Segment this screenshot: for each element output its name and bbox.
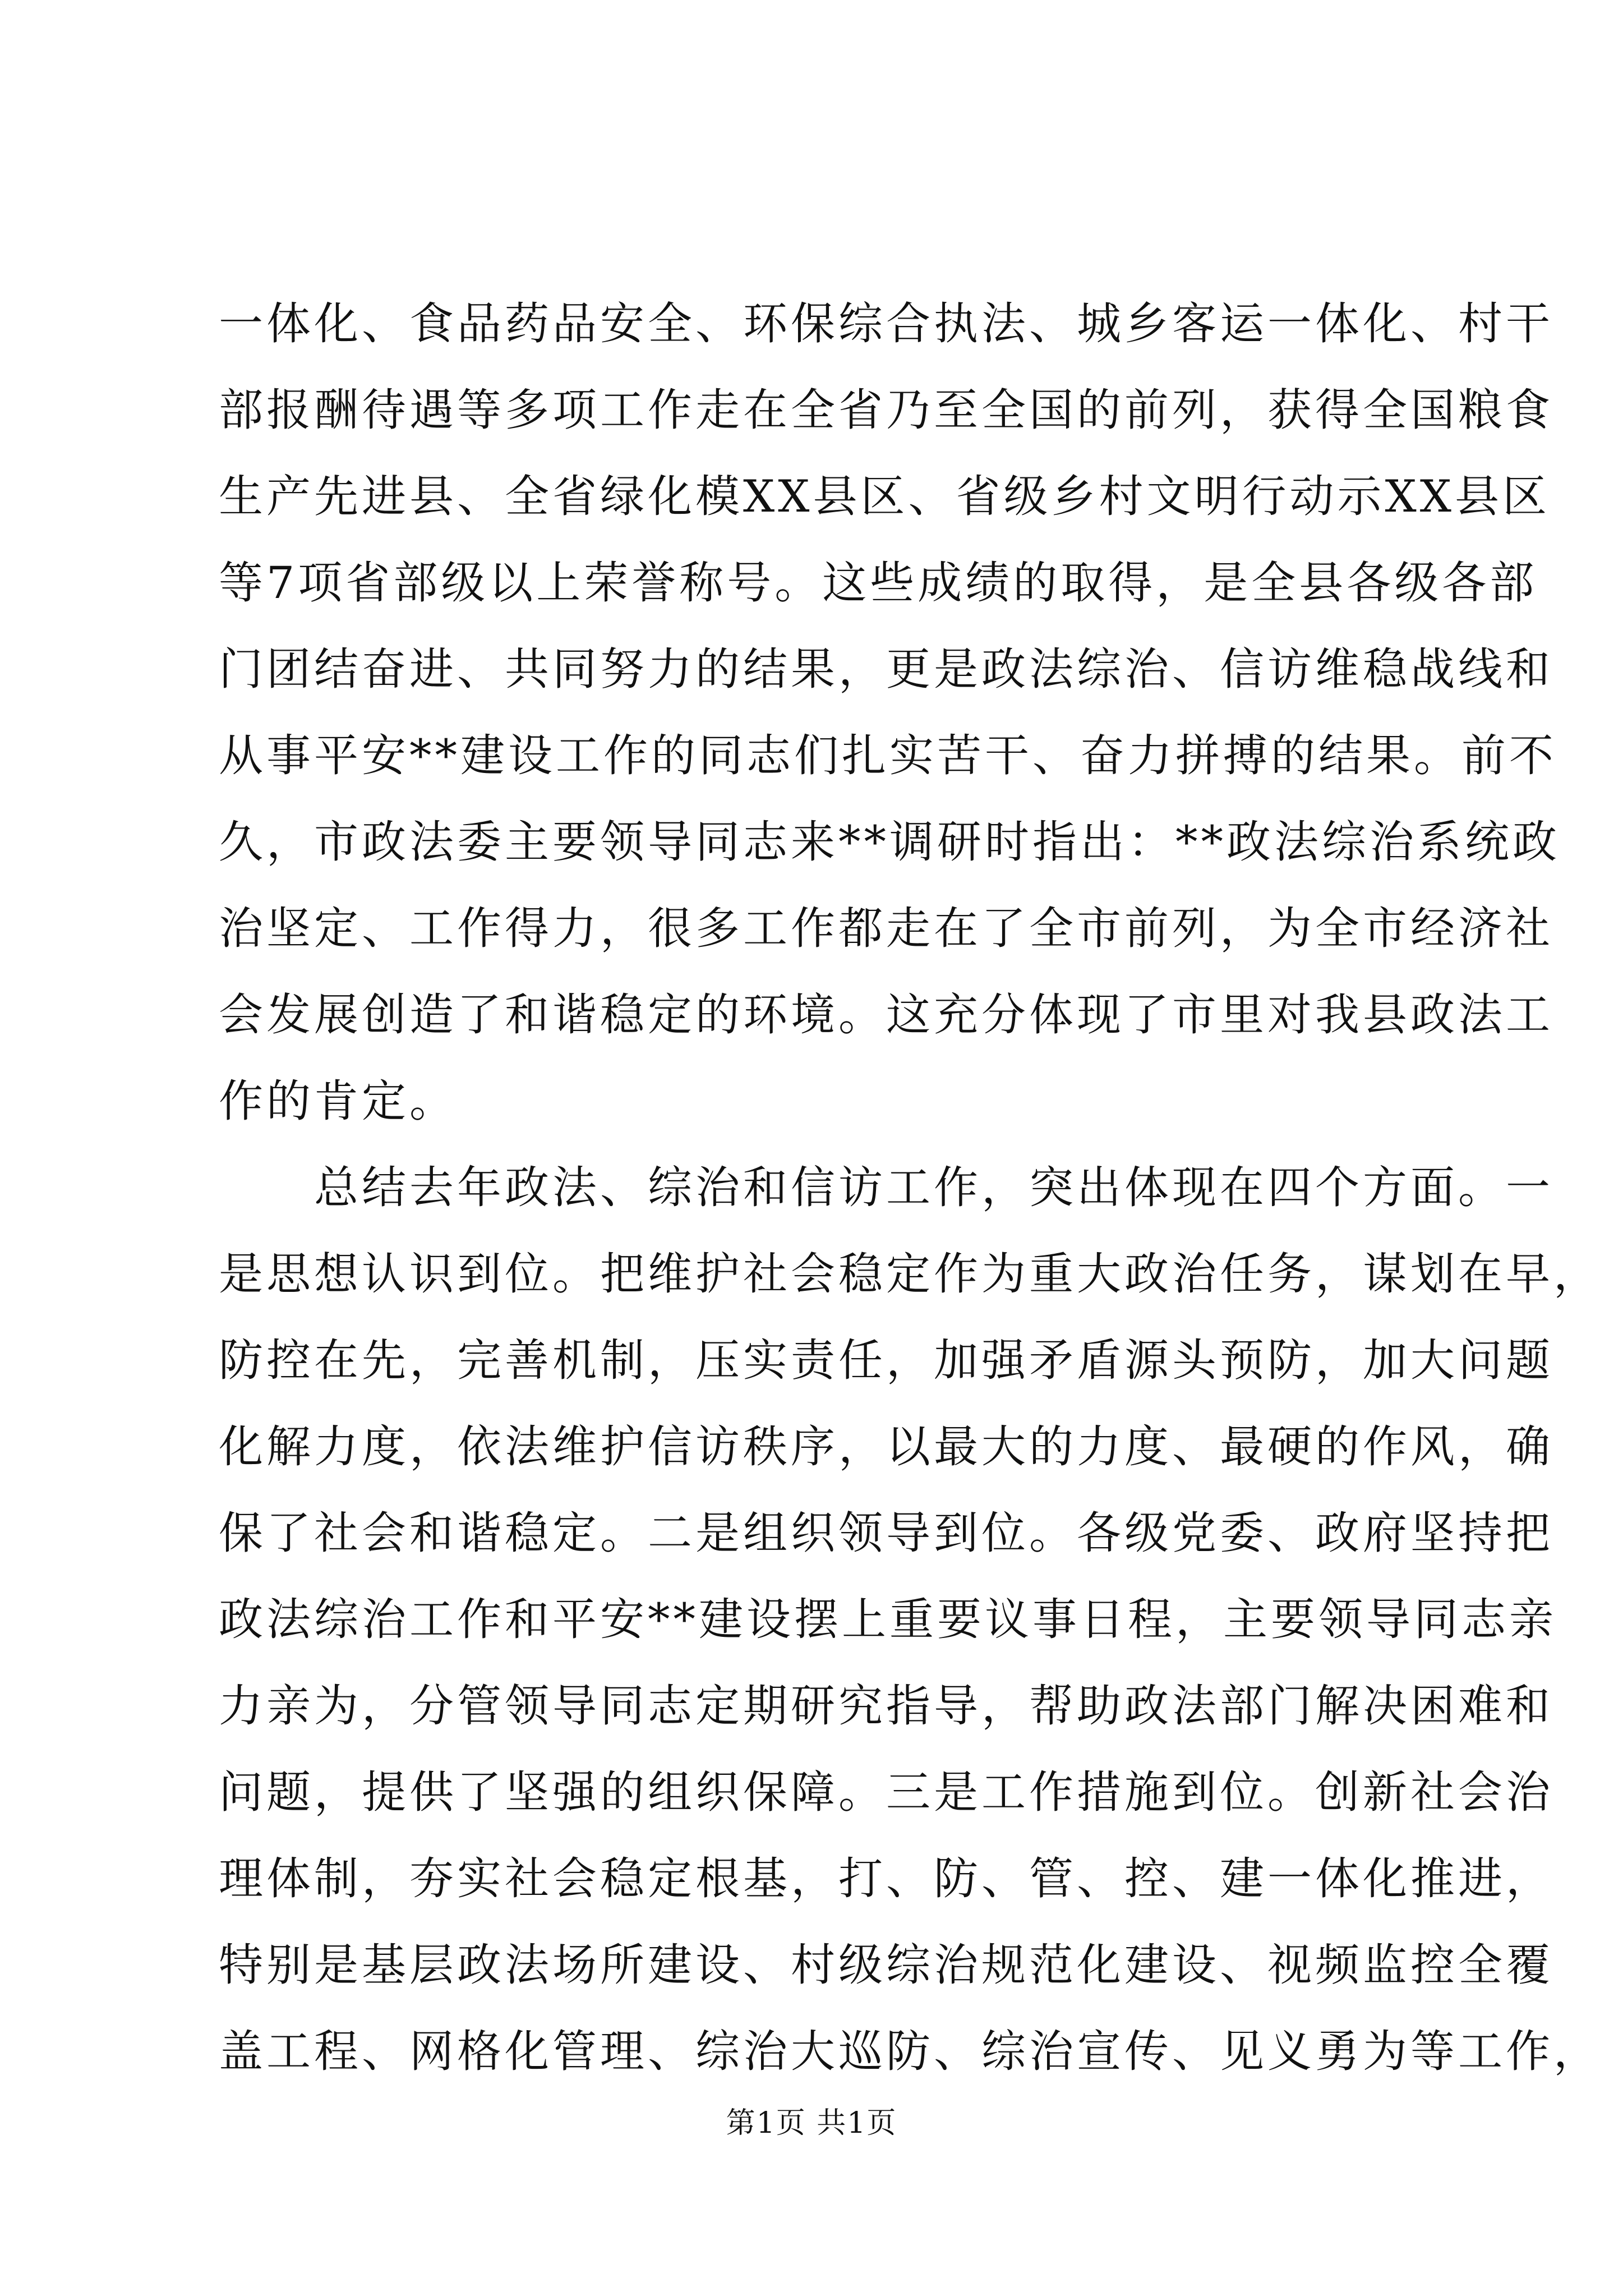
text-line: 作的肯定。 [219,1075,457,1127]
text-line: 政法综治工作和平安**建设摆上重要议事日程，主要领导同志亲 [219,1594,1557,1645]
text-line: 等7项省部级以上荣誉称号。这些成绩的取得，是全县各级各部 [219,557,1538,609]
text-line: 是思想认识到位。把维护社会稳定作为重大政治任务，谋划在早， [219,1248,1601,1300]
text-line: 化解力度，依法维护信访秩序，以最大的力度、最硬的作风，确 [219,1421,1553,1473]
text-line: 一体化、食品药品安全、环保综合执法、城乡客运一体化、村干 [219,298,1553,349]
text-line: 保了社会和谐稳定。二是组织领导到位。各级党委、政府坚持把 [219,1507,1553,1559]
text-line: 久，市政法委主要领导同志来**调研时指出：**政法综治系统政 [219,816,1560,868]
text-line: 防控在先，完善机制，压实责任，加强矛盾源头预防，加大问题 [219,1335,1553,1386]
text-line: 力亲为，分管领导同志定期研究指导，帮助政法部门解决困难和 [219,1680,1553,1732]
text-line: 盖工程、网格化管理、综治大巡防、综治宣传、见义勇为等工作， [219,2026,1601,2077]
text-line: 理体制，夯实社会稳定根基，打、防、管、控、建一体化推进， [219,1853,1553,1904]
text-line: 特别是基层政法场所建设、村级综治规范化建设、视频监控全覆 [219,1939,1553,1991]
text-line: 治坚定、工作得力，很多工作都走在了全市前列，为全市经济社 [219,903,1553,954]
paragraph-first-line: 总结去年政法、综治和信访工作，突出体现在四个方面。一 [314,1162,1553,1213]
page-footer: 第1页 共1页 [726,2106,897,2140]
text-line: 门团结奋进、共同努力的结果，更是政法综治、信访维稳战线和 [219,643,1553,695]
text-line: 从事平安**建设工作的同志们扎实苦干、奋力拼搏的结果。前不 [219,730,1557,781]
text-line: 问题，提供了坚强的组织保障。三是工作措施到位。创新社会治 [219,1766,1553,1818]
document-body [219,280,1601,2095]
text-line: 部报酬待遇等多项工作走在全省乃至全国的前列，获得全国粮食 [219,384,1553,436]
text-line: 会发展创造了和谐稳定的环境。这充分体现了市里对我县政法工 [219,989,1553,1041]
text-line: 生产先进县、全省绿化模XX县区、省级乡村文明行动示XX县区 [219,471,1550,522]
